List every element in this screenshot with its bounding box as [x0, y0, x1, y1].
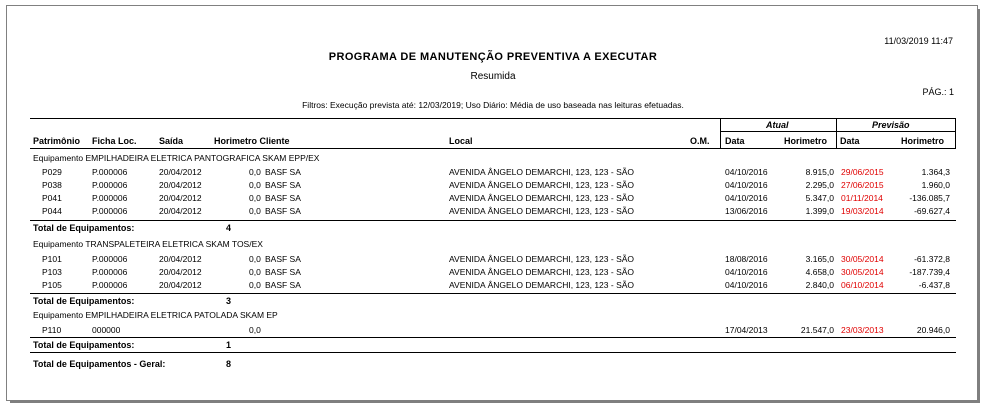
grand-total-value: 8 [226, 359, 232, 369]
cell-saida: 20/04/2012 [159, 206, 202, 216]
cell-saida: 20/04/2012 [159, 280, 202, 290]
column-group-atual: Atual [766, 120, 789, 130]
group-header [33, 239, 263, 249]
group-total-line [30, 220, 956, 221]
cell-patrimonio: P041 [42, 193, 62, 203]
group-equipment-name: EMPILHADEIRA ELETRICA PANTOGRAFICA SKAM EPP/EX [85, 153, 320, 163]
cell-cliente: BASF SA [265, 267, 301, 277]
cell-local: AVENIDA ÂNGELO DEMARCHI, 123, 123 - SÃO [449, 180, 635, 190]
cell-cliente: BASF SA [265, 193, 301, 203]
cell-prev-horimetro: -136.085,7 [909, 193, 950, 203]
cell-atual-data: 13/06/2016 [725, 206, 768, 216]
cell-prev-horimetro: -69.627,4 [914, 206, 950, 216]
cell-local: AVENIDA ÂNGELO DEMARCHI, 123, 123 - SÃO [449, 167, 635, 177]
cell-cliente: BASF SA [265, 280, 301, 290]
cell-atual-horimetro: 5.347,0 [805, 193, 834, 203]
cell-prev-horimetro: 20.946,0 [916, 325, 950, 335]
cell-horimetro: 0,0 [249, 167, 261, 177]
cell-horimetro: 0,0 [249, 180, 261, 190]
col-prev-horimetro: Horimetro [901, 136, 945, 146]
group-total-value: 3 [226, 296, 232, 306]
cell-atual-horimetro: 21.547,0 [800, 325, 834, 335]
cell-ficha: P.000006 [92, 206, 128, 216]
table-row [0, 254, 986, 266]
cell-saida: 20/04/2012 [159, 254, 202, 264]
cell-horimetro: 0,0 [249, 325, 261, 335]
report-subtitle: Resumida [470, 71, 516, 82]
cell-prev-horimetro: -187.739,4 [909, 267, 950, 277]
group-header [33, 310, 278, 320]
cell-prev-data: 27/06/2015 [841, 180, 884, 190]
cell-patrimonio: P044 [42, 206, 62, 216]
group-label: Equipamento [33, 310, 84, 320]
col-atual-horimetro: Horimetro [784, 136, 828, 146]
cell-atual-data: 04/10/2016 [725, 180, 768, 190]
cell-atual-data: 04/10/2016 [725, 193, 768, 203]
header-divider-end [955, 118, 956, 148]
header-group-line [720, 131, 956, 132]
group-total-label: Total de Equipamentos: [33, 340, 135, 350]
cell-ficha: 000000 [92, 325, 121, 335]
table-row [0, 325, 986, 337]
cell-patrimonio: P029 [42, 167, 62, 177]
cell-ficha: P.000006 [92, 180, 128, 190]
report-filters: Filtros: Execução prevista até: 12/03/2019; Uso Diário: Média de uso baseada nas leituras efetuadas. [302, 100, 684, 110]
cell-atual-data: 04/10/2016 [725, 280, 768, 290]
table-row [0, 167, 986, 179]
cell-prev-data: 01/11/2014 [841, 193, 883, 203]
group-label: Equipamento [33, 239, 84, 249]
cell-local: AVENIDA ÂNGELO DEMARCHI, 123, 123 - SÃO [449, 254, 635, 264]
cell-patrimonio: P110 [42, 325, 62, 335]
cell-cliente: BASF SA [265, 180, 301, 190]
col-ficha-loc: Ficha Loc. [92, 136, 137, 146]
col-patrimonio: Patrimônio [33, 136, 81, 146]
group-total-value: 4 [226, 223, 232, 233]
column-group-previsao: Previsão [872, 120, 910, 130]
cell-local: AVENIDA ÂNGELO DEMARCHI, 123, 123 - SÃO [449, 193, 635, 203]
cell-ficha: P.000006 [92, 280, 128, 290]
cell-atual-horimetro: 2.840,0 [805, 280, 834, 290]
table-row [0, 180, 986, 192]
cell-atual-data: 17/04/2013 [725, 325, 768, 335]
report-title: PROGRAMA DE MANUTENÇÃO PREVENTIVA A EXECUTAR [328, 51, 658, 63]
group-total-line [30, 337, 956, 338]
cell-horimetro: 0,0 [249, 254, 261, 264]
cell-horimetro: 0,0 [249, 193, 261, 203]
col-saida: Saída [159, 136, 184, 146]
cell-prev-horimetro: -61.372,8 [914, 254, 950, 264]
cell-local: AVENIDA ÂNGELO DEMARCHI, 123, 123 - SÃO [449, 280, 635, 290]
cell-cliente: BASF SA [265, 206, 301, 216]
group-total-value: 1 [226, 340, 232, 350]
cell-atual-horimetro: 2.295,0 [805, 180, 834, 190]
cell-prev-data: 06/10/2014 [841, 280, 884, 290]
cell-prev-data: 23/03/2013 [841, 325, 884, 335]
group-total-label: Total de Equipamentos: [33, 223, 135, 233]
cell-local: AVENIDA ÂNGELO DEMARCHI, 123, 123 - SÃO [449, 267, 635, 277]
cell-ficha: P.000006 [92, 167, 128, 177]
group-total-line [30, 293, 956, 294]
table-row [0, 193, 986, 205]
cell-atual-horimetro: 3.165,0 [805, 254, 834, 264]
cell-ficha: P.000006 [92, 267, 128, 277]
cell-prev-horimetro: -6.437,8 [918, 280, 950, 290]
cell-prev-horimetro: 1.960,0 [921, 180, 950, 190]
table-row [0, 280, 986, 292]
cell-prev-horimetro: 1.364,3 [921, 167, 950, 177]
header-divider-atual [836, 118, 837, 148]
cell-horimetro: 0,0 [249, 206, 261, 216]
cell-local: AVENIDA ÂNGELO DEMARCHI, 123, 123 - SÃO [449, 206, 635, 216]
cell-prev-data: 30/05/2014 [841, 254, 884, 264]
cell-atual-data: 04/10/2016 [725, 167, 768, 177]
cell-patrimonio: P101 [42, 254, 62, 264]
col-horimetro-cliente: Horimetro Cliente [214, 136, 290, 146]
cell-ficha: P.000006 [92, 254, 128, 264]
header-top-line [30, 118, 956, 119]
cell-patrimonio: P038 [42, 180, 62, 190]
cell-patrimonio: P105 [42, 280, 62, 290]
cell-prev-data: 29/06/2015 [841, 167, 884, 177]
cell-atual-horimetro: 8.915,0 [805, 167, 834, 177]
group-label: Equipamento [33, 153, 84, 163]
cell-patrimonio: P103 [42, 267, 62, 277]
cell-saida: 20/04/2012 [159, 167, 202, 177]
header-divider-om [720, 118, 721, 148]
cell-atual-horimetro: 1.399,0 [805, 206, 834, 216]
cell-horimetro: 0,0 [249, 267, 261, 277]
cell-saida: 20/04/2012 [159, 180, 202, 190]
col-om: O.M. [690, 136, 710, 146]
report-datetime: 11/03/2019 11:47 [884, 36, 953, 46]
page-number: PÁG.: 1 [922, 87, 954, 97]
group-header [33, 153, 319, 163]
page-shadow-bottom [10, 400, 980, 403]
cell-cliente: BASF SA [265, 254, 301, 264]
col-prev-data: Data [840, 136, 860, 146]
grand-total-line [30, 352, 956, 353]
cell-saida: 20/04/2012 [159, 193, 202, 203]
group-total-label: Total de Equipamentos: [33, 296, 135, 306]
cell-prev-data: 30/05/2014 [841, 267, 884, 277]
grand-total-label: Total de Equipamentos - Geral: [33, 359, 166, 369]
cell-atual-data: 18/08/2016 [725, 254, 768, 264]
group-equipment-name: EMPILHADEIRA ELETRICA PATOLADA SKAM EP [85, 310, 278, 320]
cell-prev-data: 19/03/2014 [841, 206, 884, 216]
cell-cliente: BASF SA [265, 167, 301, 177]
cell-saida: 20/04/2012 [159, 267, 202, 277]
table-row [0, 206, 986, 218]
group-equipment-name: TRANSPALETEIRA ELETRICA SKAM TOS/EX [85, 239, 263, 249]
col-local: Local [449, 136, 473, 146]
cell-ficha: P.000006 [92, 193, 128, 203]
col-atual-data: Data [725, 136, 745, 146]
cell-atual-horimetro: 4.658,0 [805, 267, 834, 277]
table-row [0, 267, 986, 279]
cell-atual-data: 04/10/2016 [725, 267, 768, 277]
header-bottom-line [30, 148, 956, 149]
cell-horimetro: 0,0 [249, 280, 261, 290]
